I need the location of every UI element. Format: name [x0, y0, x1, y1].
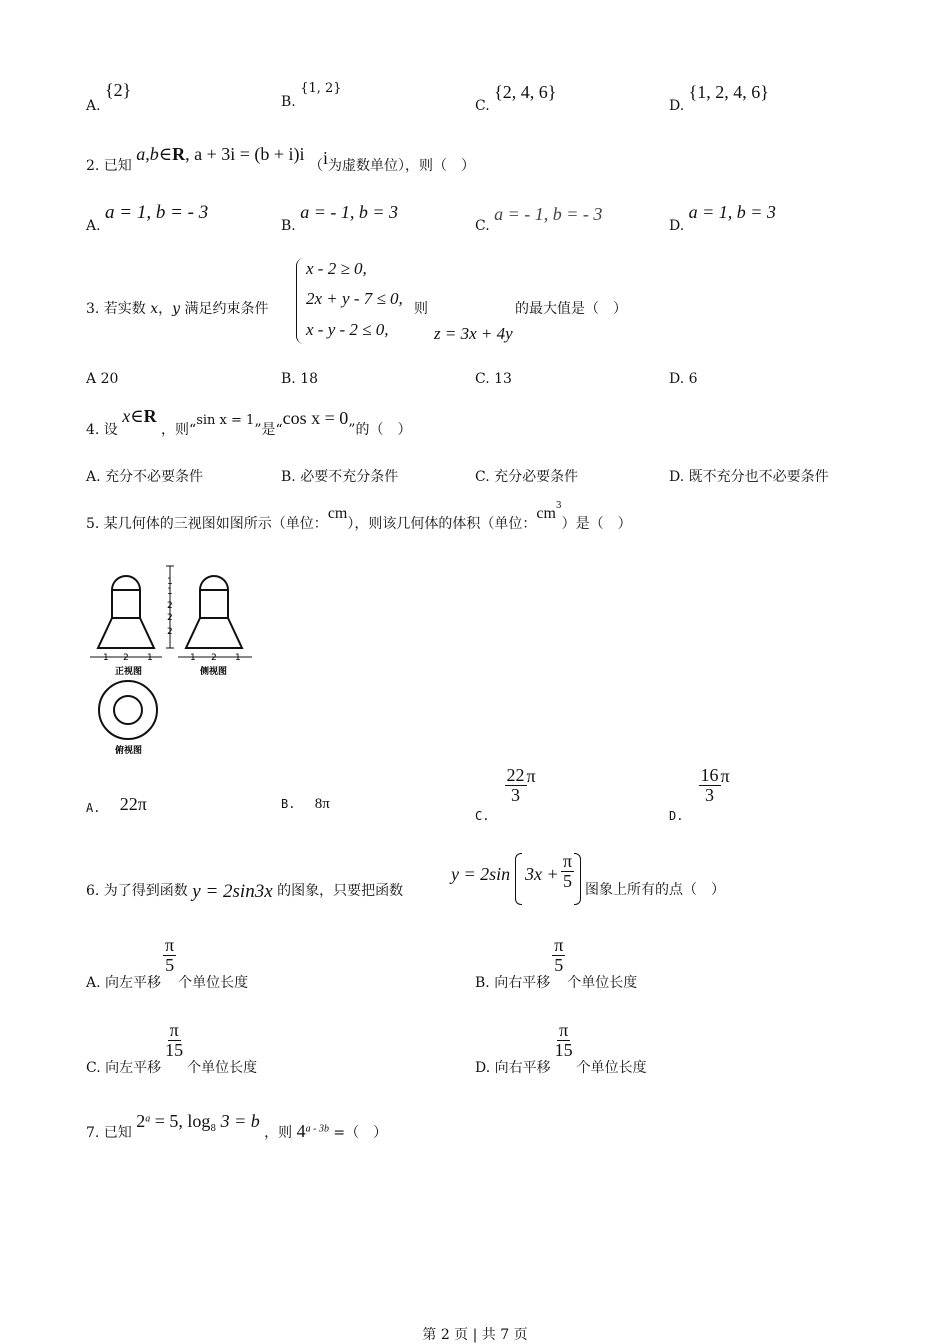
objective-function: z = 3x + 4y	[434, 324, 513, 343]
q3-option-c: C. 13	[475, 371, 512, 387]
dim-front-2: 2	[123, 653, 129, 663]
top-view-label: 俯视图	[115, 746, 143, 756]
front-view-label: 正视图	[115, 667, 143, 677]
side-view	[186, 576, 242, 648]
question-6-func: y = 2sin	[451, 864, 511, 884]
question-6-text: 6. 为了得到函数 y = 2sin3x 的图象，只要把函数	[86, 881, 404, 902]
q3-option-b: B. 18	[281, 371, 319, 387]
question-3-then: 则	[414, 301, 428, 317]
dim-v-3: 2	[167, 601, 173, 611]
q5-option-a: A. 22π	[86, 794, 147, 815]
front-view	[98, 576, 154, 648]
q5-option-c: $_{C.}$ $\frac{22}{3}$ π	[475, 765, 536, 823]
q3-option-a: A 20	[86, 371, 119, 387]
q2-option-d: D. a = 1, b = 3	[669, 202, 776, 234]
dim-side-3: 1	[235, 653, 241, 663]
q4-option-c: C. 充分必要条件	[475, 469, 579, 485]
func2-fraction: $\frac{\pi}{5}$	[563, 851, 573, 891]
q6-option-b: B. 向右平移 $\frac{\pi}{5}$ 个单位长度	[475, 935, 638, 992]
q3-option-d: D. 6	[669, 371, 698, 387]
dim-front-1: 1	[103, 653, 109, 663]
question-3-tail: 的最大值是（ ）	[515, 301, 627, 317]
left-paren	[515, 853, 522, 905]
q6-option-c: C. 向左平移 $\frac{\pi}{15}$ 个单位长度	[86, 1020, 258, 1077]
q4-option-d: D. 既不充分也不必要条件	[669, 469, 829, 485]
q5-option-b: B. 8π	[281, 796, 330, 812]
q4-option-b: B. 必要不充分条件	[281, 469, 399, 485]
dim-v-4: 2	[167, 613, 173, 623]
q1-option-a: A. {2}	[86, 80, 132, 114]
q2-option-b: B. a = - 1, b = 3	[281, 202, 398, 234]
q5-option-d: $_{D.}$ $\frac{16}{3}$ π	[669, 765, 730, 823]
dim-front-3: 1	[147, 653, 153, 663]
q1-option-c: C. {2, 4, 6}	[475, 82, 557, 114]
dim-v-5: 2	[167, 627, 173, 637]
constraint-1: x - 2 ≥ 0,	[306, 259, 367, 278]
q6-option-a: A. 向左平移 $\frac{\pi}{5}$ 个单位长度	[86, 935, 249, 992]
dim-side-2: 2	[211, 653, 217, 663]
top-view	[99, 681, 157, 739]
right-paren	[574, 853, 581, 905]
q4-option-a: A. 充分不必要条件	[86, 469, 204, 485]
side-view-label: 侧视图	[200, 667, 228, 677]
question-5: 5. 某几何体的三视图如图所示（单位：cm），则该几何体的体积（单位：$cm^3$）是（ ）	[86, 501, 632, 532]
question-4: 4. 设 x∈R ，则“sin x = 1”是“cos x = 0”的（ ）	[86, 406, 412, 438]
dim-side-1: 1	[190, 653, 196, 663]
page-footer: 第 2 页 | 共 7 页	[422, 1327, 528, 1343]
q2-option-c: C. a = - 1, b = - 3	[475, 204, 603, 234]
func2-inner: 3x +	[525, 864, 559, 884]
dim-v-2: 1	[167, 587, 173, 597]
q1-option-b: B. {1, 2}	[281, 81, 342, 110]
constraint-2: 2x + y - 7 ≤ 0,	[306, 289, 403, 308]
question-7: 7. 已知 2$^a$ = 5, $\log_8 3 = b$ ，则 $4^{a - 3b}$ =（ ）	[86, 1111, 388, 1141]
three-view-figure	[86, 562, 266, 758]
question-3-text: 3. 若实数 x，y 满足约束条件	[86, 301, 269, 317]
q6-option-d: D. 向右平移 $\frac{\pi}{15}$ 个单位长度	[475, 1020, 647, 1077]
question-6-tail: 图象上所有的点（ ）	[585, 882, 725, 898]
q2-option-a: A. a = 1, b = - 3	[86, 202, 209, 234]
dim-v-1: 1	[167, 577, 173, 587]
question-2: 2. 已知 a,b∈R, a + 3i = (b + i)i （i为虚数单位），则（ ）	[86, 144, 475, 174]
q1-option-d: D. {1, 2, 4, 6}	[669, 82, 769, 114]
constraint-3: x - y - 2 ≤ 0,	[306, 320, 389, 339]
